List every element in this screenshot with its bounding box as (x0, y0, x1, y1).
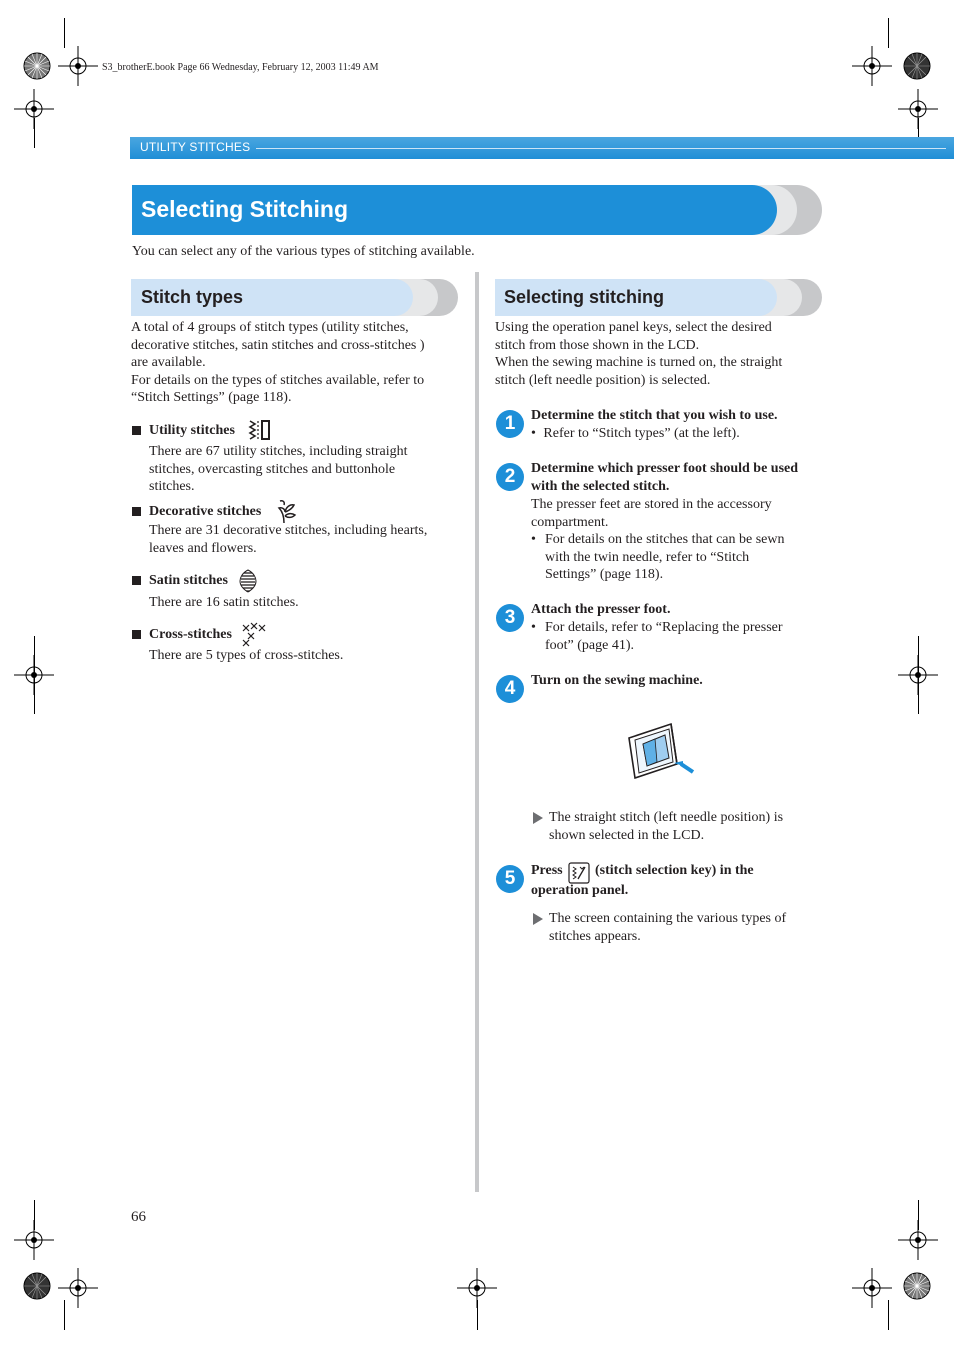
crop-line (34, 636, 35, 714)
intro-text: You can select any of the various types of stitching available. (132, 244, 475, 259)
group-label-utility: Utility stitches (149, 423, 235, 438)
text-line: stitch (left needle position) is selected. (495, 372, 711, 388)
registration-mark-icon (58, 46, 98, 86)
book-info: S3_brotherE.book Page 66 Wednesday, February 12, 2003 11:49 AM (102, 62, 379, 73)
section-heading: Stitch types (141, 287, 244, 307)
page-title: Selecting Stitching (141, 196, 349, 222)
step-bullet (531, 425, 831, 443)
column-divider (475, 272, 479, 1192)
step-title-suffix: (stitch selection key) in the (595, 863, 754, 878)
text-line: foot” (page 41). (545, 637, 635, 653)
step-number-badge: 5 (496, 865, 524, 893)
text-line: The presser feet are stored in the accessory (531, 497, 772, 512)
text-line: “Stitch Settings” (page 118). (131, 390, 292, 406)
step-result (549, 910, 839, 945)
step-bullet (545, 619, 835, 654)
group-desc-utility (149, 443, 469, 496)
group-label-cross: Cross-stitches (149, 627, 232, 642)
text-line: stitch from those shown in the LCD. (495, 337, 700, 353)
step-number-badge: 3 (496, 604, 524, 632)
crop-line (918, 636, 919, 714)
text-line: There are 31 decorative stitches, including hearts, (149, 523, 428, 538)
section-heading: Selecting stitching (504, 287, 665, 307)
crop-line (477, 1300, 478, 1330)
stitch-selection-key-icon (568, 862, 590, 884)
text-line: There are 67 utility stitches, including straight (149, 444, 408, 459)
bullet-text: Refer to “Stitch types” (at the left). (543, 426, 740, 441)
sunburst-mark-icon (23, 1272, 51, 1300)
step-bullet (545, 531, 835, 584)
step-title-line2: operation panel. (531, 883, 629, 898)
text-line: are available. (131, 355, 206, 371)
step-number-badge: 1 (496, 410, 524, 438)
text-line: Settings” (page 118). (545, 567, 664, 583)
text-line: Determine which presser foot should be used (531, 461, 799, 476)
utility-stitch-icon (247, 419, 271, 441)
registration-mark-icon (852, 1268, 892, 1308)
text-line: Using the operation panel keys, select the desired (495, 320, 772, 335)
crop-line (64, 18, 65, 48)
bullet-dot: • (531, 426, 536, 441)
power-switch-illustration (625, 720, 697, 782)
square-bullet (132, 630, 141, 639)
text-line: The screen containing the various types of (549, 911, 787, 926)
step-number-badge: 4 (496, 675, 524, 703)
text-line: There are 16 satin stitches. (149, 595, 299, 610)
text-line: stitches. (149, 479, 195, 495)
text-line: For details on the types of stitches available, refer to (131, 372, 425, 388)
text-line: with the selected stitch. (531, 478, 670, 494)
step-title: Attach the presser foot. (531, 602, 671, 617)
result-arrow-icon (533, 812, 543, 824)
group-label-satin: Satin stitches (149, 573, 228, 588)
result-arrow-icon (533, 913, 543, 925)
sunburst-mark-icon (903, 1272, 931, 1300)
sunburst-mark-icon (903, 52, 931, 80)
step-bullet-dot: • (531, 620, 536, 635)
step-number-badge: 2 (496, 463, 524, 491)
text-line: with the twin needle, refer to “Stitch (545, 549, 750, 565)
crop-line (888, 18, 889, 48)
square-bullet (132, 576, 141, 585)
text-line: When the sewing machine is turned on, the straight (495, 355, 783, 371)
text-line: decorative stitches, satin stitches and cross-stitches ) (131, 337, 425, 353)
stitch-types-paragraph (131, 319, 471, 407)
crop-line (34, 1200, 35, 1230)
registration-mark-icon (852, 46, 892, 86)
step-title-prefix: Press (531, 863, 563, 878)
satin-stitch-icon (238, 569, 258, 593)
crop-line (34, 118, 35, 148)
crop-line (918, 1200, 919, 1230)
group-desc-satin (149, 594, 469, 612)
text-line: For details on the stitches that can be sewn (545, 532, 785, 547)
step-title: Determine the stitch that you wish to use. (531, 408, 778, 423)
crop-line (888, 1300, 889, 1330)
text-line: shown selected in the LCD. (549, 827, 705, 843)
square-bullet (132, 426, 141, 435)
step-bullet-dot: • (531, 532, 536, 547)
step-body (531, 496, 831, 531)
sunburst-mark-icon (23, 52, 51, 80)
group-label-decorative: Decorative stitches (149, 504, 262, 519)
text-line: A total of 4 groups of stitch types (utility stitches, (131, 320, 409, 335)
cross-stitch-icon (241, 621, 267, 647)
group-desc-decorative (149, 522, 469, 557)
square-bullet (132, 507, 141, 516)
text-line: For details, refer to “Replacing the presser (545, 620, 783, 635)
crop-line (64, 1300, 65, 1330)
page-number: 66 (131, 1209, 146, 1225)
text-line: leaves and flowers. (149, 540, 257, 556)
text-line: The straight stitch (left needle position) is (549, 810, 784, 825)
text-line: compartment. (531, 514, 609, 530)
text-line: stitches appears. (549, 928, 641, 944)
text-line: There are 5 types of cross-stitches. (149, 648, 344, 663)
step-result (549, 809, 839, 844)
chapter-rule (256, 148, 946, 149)
chapter-label: UTILITY STITCHES (140, 140, 251, 154)
selecting-paragraph (495, 319, 835, 389)
text-line: stitches, overcasting stitches and buttonhole (149, 461, 396, 477)
group-desc-cross (149, 647, 469, 665)
step-title (531, 460, 831, 495)
step-title: Turn on the sewing machine. (531, 673, 703, 688)
